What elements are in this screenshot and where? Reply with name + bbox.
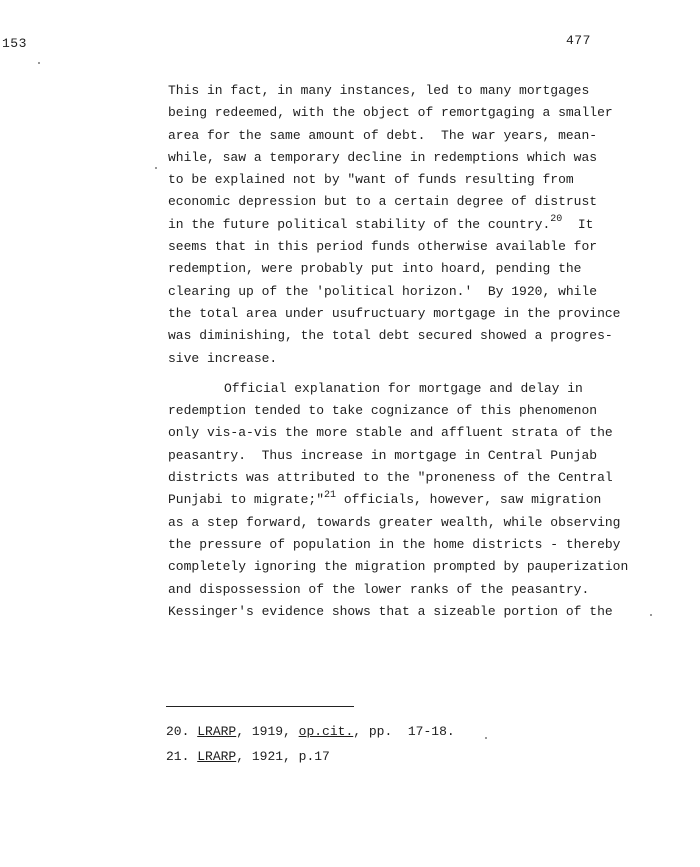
paragraph-line: redemption tended to take cognizance of this phenomenon <box>168 403 598 419</box>
line-text: It <box>562 216 594 232</box>
scan-speck <box>650 614 652 616</box>
paragraph-line: being redeemed, with the object of remortgaging a smaller <box>168 105 613 121</box>
page-number-left: 153 <box>2 36 27 51</box>
paragraph-line: as a step forward, towards greater wealth, while observing <box>168 514 621 530</box>
line-text: officials, however, saw migration <box>336 492 602 508</box>
footnote-20 <box>166 719 455 744</box>
footnote-divider <box>166 706 354 707</box>
footnote-pages: , pp. 17-18. <box>353 724 455 739</box>
line-text: Punjabi to migrate;" <box>168 492 325 508</box>
footnote-year: , 1919, <box>236 724 299 739</box>
paragraph-line: This in fact, in many instances, led to many mortgages <box>168 83 590 98</box>
paragraph-line: seems that in this period funds otherwise available for <box>168 239 598 255</box>
paragraph-line: peasantry. Thus increase in mortgage in Central Punjab <box>168 447 598 463</box>
footnote-year: , 1921, <box>236 749 299 764</box>
paragraph-line: completely ignoring the migration prompted by pauperization <box>168 559 629 575</box>
footnote-source: LRARP <box>197 749 237 764</box>
paragraph-line: Official explanation for mortgage and delay in <box>224 380 583 396</box>
paragraph-line: to be explained not by "want of funds resulting from <box>168 172 574 188</box>
paragraph-line: area for the same amount of debt. The war years, mean- <box>168 127 598 143</box>
paragraph-line: economic depression but to a certain degree of distrust <box>168 194 598 210</box>
paragraph-line: the pressure of population in the home districts - thereby <box>168 536 621 552</box>
paragraph-line: sive increase. <box>168 350 278 366</box>
paragraph-gap <box>168 370 638 378</box>
footnote-source: LRARP <box>197 724 237 739</box>
scan-speck <box>485 737 487 739</box>
paragraph-line: districts was attributed to the "proneness of the Central <box>168 470 613 486</box>
paragraph-line <box>168 489 638 511</box>
footnote-number: 21. <box>166 749 190 764</box>
page-number-right: 477 <box>566 33 591 48</box>
body-text <box>168 80 638 623</box>
paragraph-line: the total area under usufructuary mortgage in the province <box>168 305 621 321</box>
paragraph-line: was diminishing, the total debt secured showed a progres- <box>168 328 613 344</box>
footnote-number: 20. <box>166 724 190 739</box>
paragraph-line: Kessinger's evidence shows that a sizeable portion of the <box>168 603 613 619</box>
footnote-citation: op.cit. <box>298 724 354 739</box>
paragraph-line: redemption, were probably put into hoard, pending the <box>168 261 582 277</box>
line-text: in the future political stability of the country. <box>168 216 551 232</box>
scan-speck <box>38 62 40 64</box>
footnote-21 <box>166 744 455 769</box>
scan-speck <box>155 167 157 169</box>
paragraph-line: while, saw a temporary decline in redemptions which was <box>168 149 598 165</box>
footnote-ref-20: 20 <box>550 214 563 226</box>
paragraph-line: and dispossession of the lower ranks of the peasantry. <box>168 581 590 597</box>
paragraph-line: clearing up of the 'political horizon.' By 1920, while <box>168 283 598 299</box>
footnotes <box>166 719 455 769</box>
footnote-ref-21: 21 <box>324 490 337 502</box>
footnote-pages: p.17 <box>298 749 330 764</box>
paragraph-line: only vis-a-vis the more stable and affluent strata of the <box>168 425 613 441</box>
paragraph-line <box>168 214 638 236</box>
